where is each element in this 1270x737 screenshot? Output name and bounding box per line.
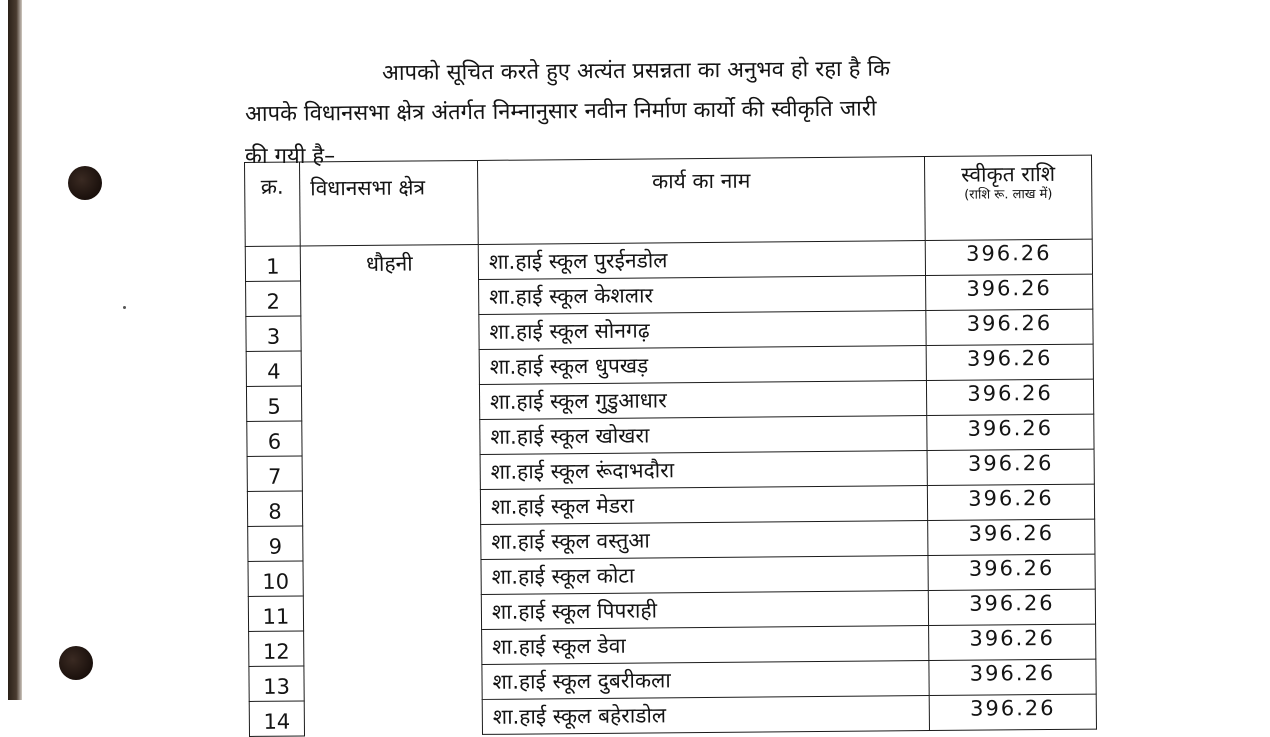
work-name-cell: शा.हाई स्कूल गुडुआधार [479, 381, 926, 420]
work-name-cell: शा.हाई स्कूल दुबरीकला [482, 661, 929, 700]
header-work-name: कार्य का नाम [477, 157, 925, 245]
amount-cell: 396.26 [926, 274, 1093, 310]
serial-cell: 9 [248, 526, 303, 561]
serial-cell: 4 [246, 351, 301, 386]
serial-cell: 6 [247, 421, 302, 456]
amount-cell: 396.26 [926, 344, 1093, 380]
amount-cell: 396.26 [927, 484, 1094, 520]
serial-cell: 2 [246, 281, 301, 316]
work-name-cell: शा.हाई स्कूल बहेराडोल [482, 696, 929, 735]
work-name-cell: शा.हाई स्कूल खोखरा [480, 416, 927, 455]
work-name-cell: शा.हाई स्कूल पिपराही [481, 591, 928, 630]
header-amount-label: स्वीकृत राशि [961, 161, 1056, 187]
serial-cell: 8 [247, 491, 302, 526]
intro-line: आपके विधानसभा क्षेत्र अंतर्गत निम्नानुसार नवीन निर्माण कार्यो की स्वीकृति जारी [244, 96, 877, 127]
amount-cell: 396.26 [927, 414, 1094, 450]
ink-speck [123, 306, 126, 309]
work-name-cell: शा.हाई स्कूल कोटा [481, 556, 928, 595]
serial-cell: 1 [245, 246, 300, 281]
amount-cell: 396.26 [929, 624, 1096, 660]
serial-cell: 11 [248, 596, 303, 631]
punch-hole [59, 646, 93, 680]
serial-cell: 10 [248, 561, 303, 596]
punch-hole [68, 166, 102, 200]
serial-cell: 7 [247, 456, 302, 491]
serial-cell: 3 [246, 316, 301, 351]
page-binding-edge [8, 0, 22, 700]
amount-cell: 396.26 [925, 239, 1092, 275]
work-name-cell: शा.हाई स्कूल डेवा [482, 626, 929, 665]
work-name-cell: शा.हाई स्कूल सोनगढ़ [479, 311, 926, 350]
amount-cell: 396.26 [929, 694, 1096, 730]
header-amount [924, 155, 1092, 240]
serial-cell: 12 [249, 631, 304, 666]
serial-cell: 14 [249, 701, 304, 736]
amount-cell: 396.26 [928, 519, 1095, 555]
intro-line: की गयी है– [245, 144, 336, 169]
table-body [245, 239, 1096, 736]
intro-line: आपको सूचित करते हुए अत्यंत प्रसन्नता का अनुभव हो रहा है कि [381, 56, 891, 86]
amount-cell: 396.26 [928, 589, 1095, 625]
header-amount-unit: (राशि रू. लाख में) [964, 186, 1053, 203]
header-constituency: विधानसभा क्षेत्र [300, 160, 479, 246]
work-name-cell: शा.हाई स्कूल पुरईनडोल [478, 241, 925, 280]
work-name-cell: शा.हाई स्कूल केशलार [479, 276, 926, 315]
work-name-cell: शा.हाई स्कूल धुपखड़ [479, 346, 926, 385]
sanctioned-works-table [244, 155, 1097, 737]
amount-cell: 396.26 [929, 659, 1096, 695]
amount-cell: 396.26 [926, 379, 1093, 415]
header-serial: क्र. [245, 162, 301, 246]
amount-cell: 396.26 [928, 554, 1095, 590]
table-header-row [245, 155, 1093, 246]
work-name-cell: शा.हाई स्कूल रूंदाभदौरा [480, 451, 927, 490]
amount-cell: 396.26 [926, 309, 1093, 345]
constituency-cell: धौहनी [300, 244, 482, 736]
serial-cell: 13 [249, 666, 304, 701]
serial-cell: 5 [246, 386, 301, 421]
work-name-cell: शा.हाई स्कूल मेडरा [480, 486, 927, 525]
work-name-cell: शा.हाई स्कूल वस्तुआ [481, 521, 928, 560]
amount-cell: 396.26 [927, 449, 1094, 485]
